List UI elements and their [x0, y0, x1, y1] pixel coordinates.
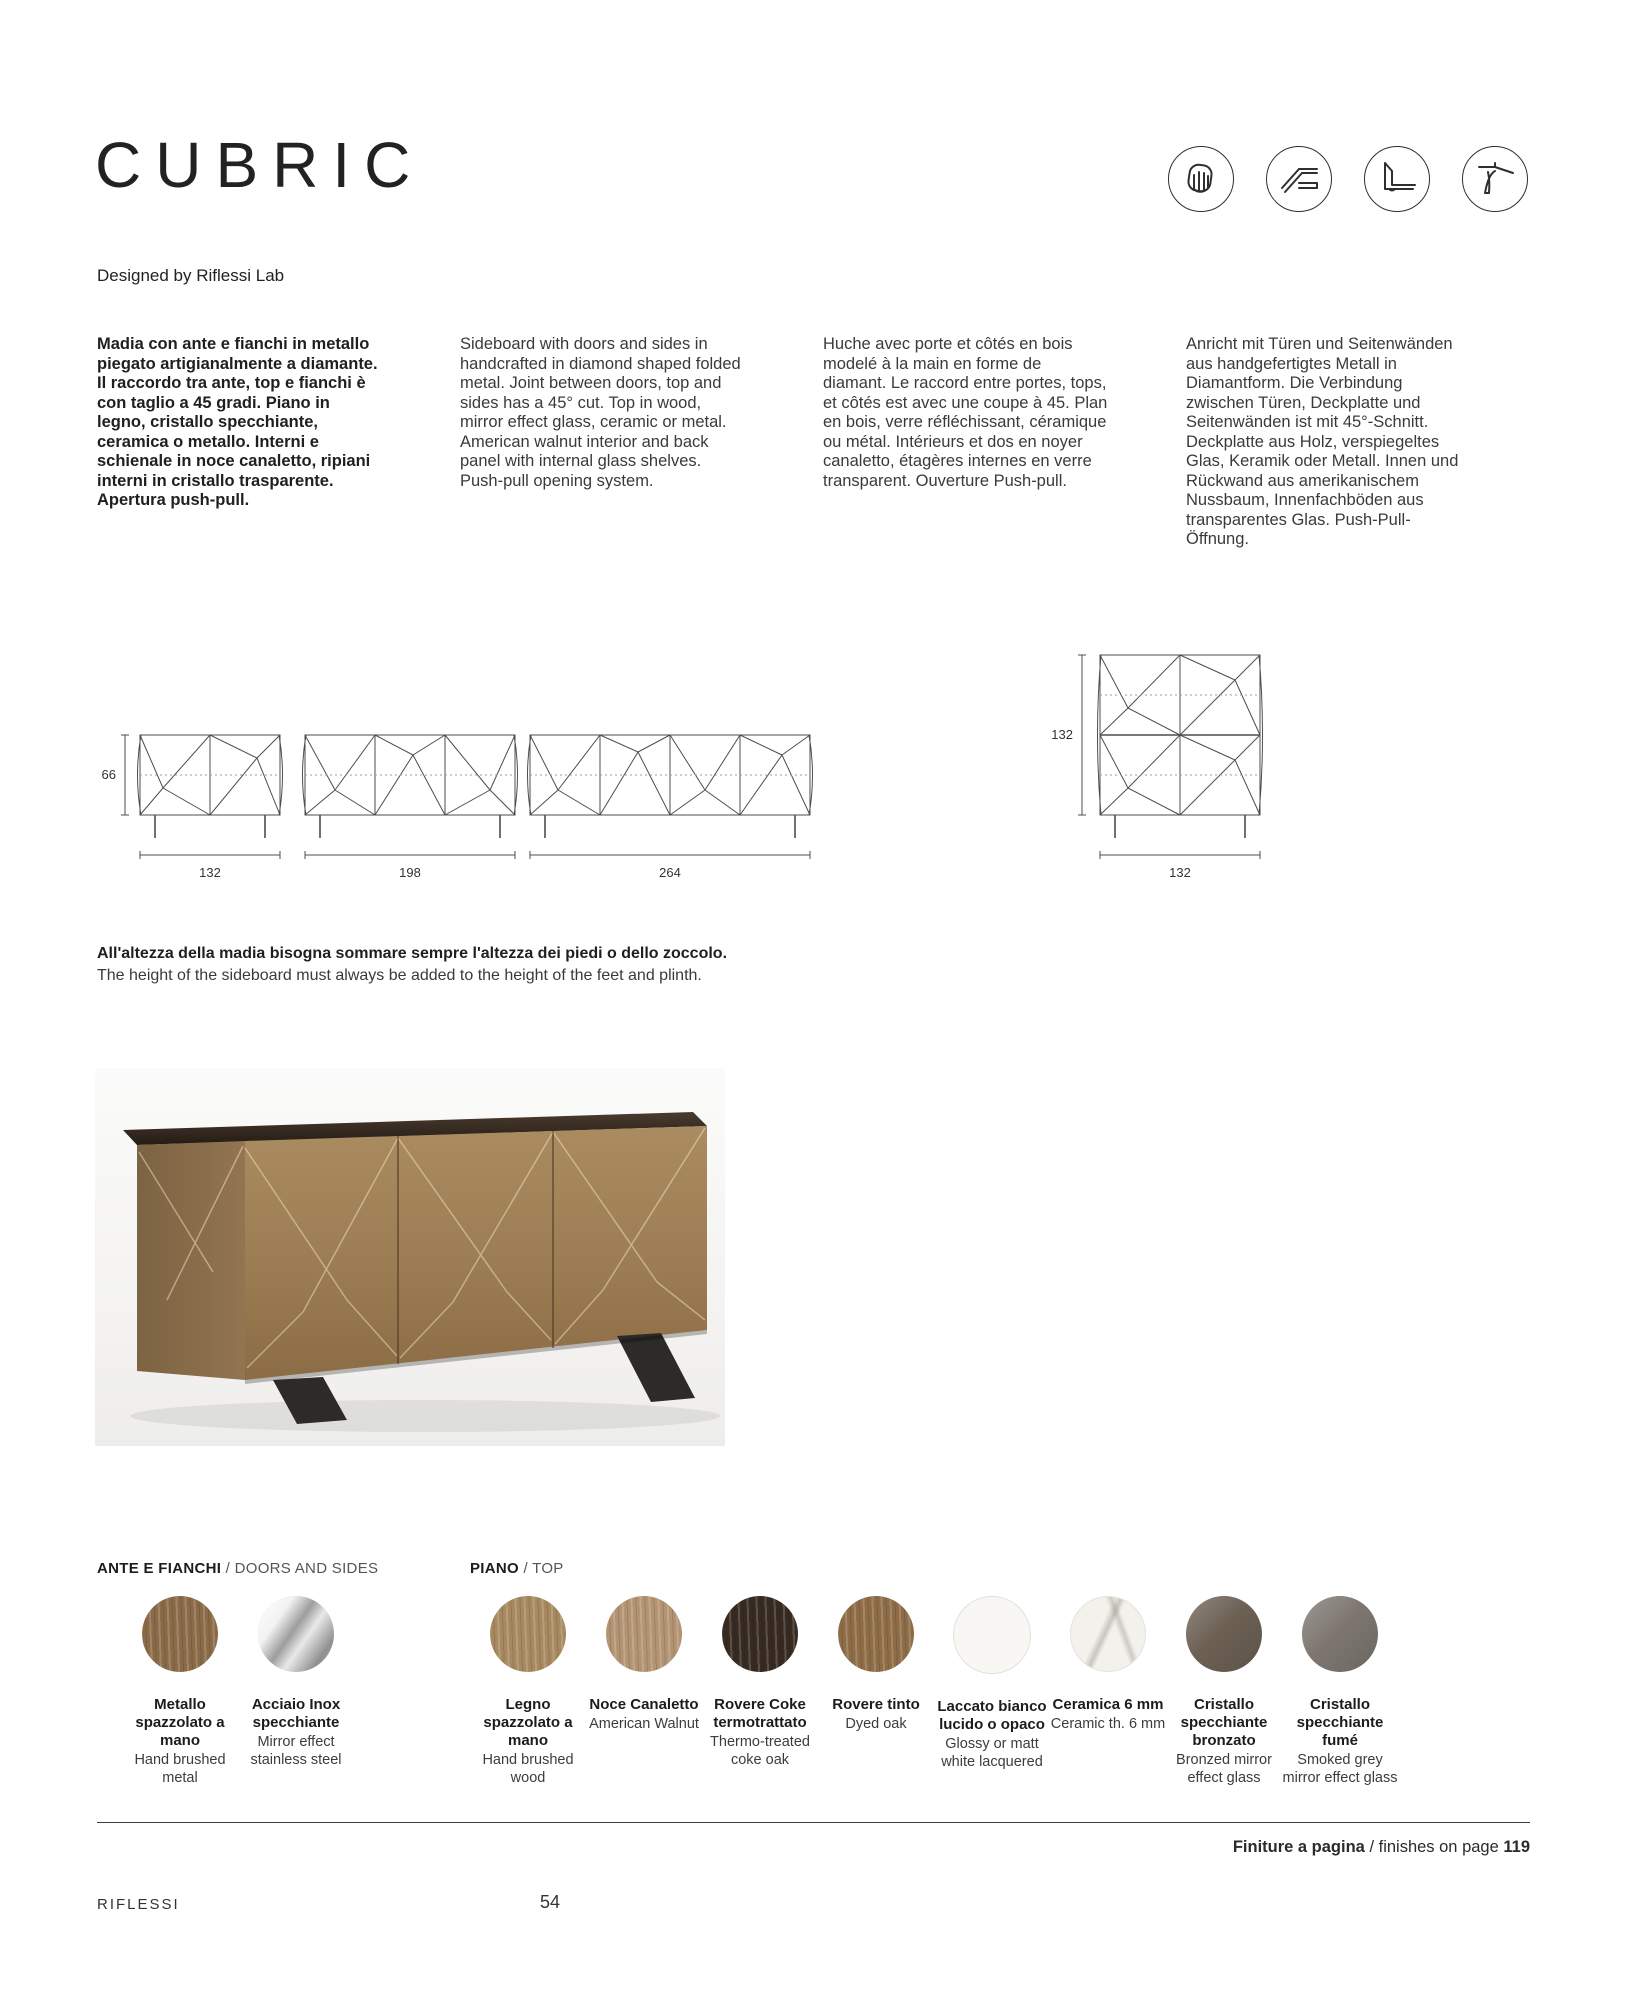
- description-italian: Madia con ante e fianchi in metallo piegato artigianalmente a diamante. Il raccordo tra ante, top e fianchi è con taglio a 45 gradi. Piano in legno, cristallo specchiante, ceramica o metallo. Interni e schienale in noce canaletto, ripiani interni in cristallo trasparente. Apertura push-pull.: [97, 335, 378, 509]
- doors-sides-header-english: / DOORS AND SIDES: [221, 1560, 379, 1577]
- finish-title: Noce Canaletto: [589, 1696, 699, 1713]
- finish-subtitle: Hand brushed metal: [134, 1752, 226, 1786]
- finish-swatch-noce-canaletto: [586, 1596, 702, 1787]
- finish-title: Legno spazzolato a mano: [483, 1696, 573, 1749]
- finish-subtitle: American Walnut: [589, 1716, 699, 1732]
- height-note: [97, 943, 727, 987]
- description-columns: [97, 335, 1537, 550]
- finish-color-dot: [142, 1596, 218, 1672]
- page-title: CUBRIC: [95, 129, 425, 201]
- finish-subtitle: Thermo-treated coke oak: [710, 1734, 810, 1768]
- drawing-sideboard-132: [95, 640, 290, 890]
- finish-color-dot: [1186, 1596, 1262, 1672]
- drawing-sideboard-264: [520, 640, 820, 890]
- finishes-divider: [97, 1822, 1530, 1823]
- height-note-english: The height of the sideboard must always be added to the height of the feet and plinth.: [97, 967, 702, 984]
- description-german: Anricht mit Türen und Seitenwänden aus handgefertigtes Metall in Diamantform. Die Verbindung zwischen Türen, Deckplatte und Seitenwänden ist mit 45°-Schnitt. Deckplatte aus Holz, verspiegeltes Glas, Keramik oder Metall. Innen und Rückwand aus amerikanischem Nussbaum, Innenfachböden aus transparentes Glas. Push-Pull-Öffnung.: [1186, 335, 1459, 548]
- finish-color-dot: [838, 1596, 914, 1672]
- finish-color-dot: [1302, 1596, 1378, 1672]
- finish-subtitle: Glossy or matt white lacquered: [941, 1736, 1043, 1770]
- finish-subtitle: Ceramic th. 6 mm: [1050, 1716, 1166, 1732]
- handcrafted-icon: [1168, 146, 1234, 212]
- top-swatches: [470, 1596, 1398, 1787]
- doors-sides-swatches: [122, 1596, 354, 1787]
- mitre-45-joint-icon: [1266, 146, 1332, 212]
- doors-sides-header: [97, 1560, 378, 1577]
- finish-subtitle: Smoked grey mirror effect glass: [1282, 1752, 1398, 1786]
- top-header: [470, 1560, 564, 1577]
- dim-width: 132: [199, 865, 221, 880]
- finish-title: Rovere Coke termotrattato: [713, 1696, 807, 1731]
- finish-swatch-cristallo-fume: [1282, 1596, 1398, 1787]
- finish-swatch-legno-spazzolato: [470, 1596, 586, 1787]
- finish-swatch-metallo-spazzolato: [122, 1596, 238, 1787]
- doors-sides-header-italian: ANTE E FIANCHI: [97, 1560, 222, 1577]
- finish-swatch-ceramica: [1050, 1596, 1166, 1787]
- dim-width: 132: [1169, 865, 1191, 880]
- finish-color-dot: [490, 1596, 566, 1672]
- top-header-english: / TOP: [519, 1560, 564, 1577]
- finishes-page-note: [1233, 1838, 1530, 1857]
- product-photo: [95, 1068, 725, 1446]
- finish-color-dot: [722, 1596, 798, 1672]
- finish-subtitle: Dyed oak: [845, 1716, 907, 1732]
- finish-title: Laccato bianco lucido o opaco: [937, 1698, 1047, 1733]
- top-header-italian: PIANO: [470, 1560, 520, 1577]
- page-number: 54: [540, 1892, 561, 1912]
- finish-swatch-laccato-bianco: [934, 1596, 1050, 1787]
- dim-width: 198: [399, 865, 421, 880]
- dim-height: 66: [101, 767, 116, 782]
- finish-title: Acciaio Inox specchiante: [251, 1696, 341, 1731]
- finishes-note-italian: Finiture a pagina: [1232, 1838, 1370, 1856]
- finish-subtitle: Hand brushed wood: [482, 1752, 574, 1786]
- drawing-sideboard-198: [295, 640, 525, 890]
- finish-swatch-rovere-coke: [702, 1596, 818, 1787]
- finish-color-dot: [1070, 1596, 1146, 1672]
- finish-subtitle: Mirror effect stainless steel: [250, 1734, 342, 1768]
- metal-foot-icon: [1462, 146, 1528, 212]
- height-note-italian: All'altezza della madia bisogna sommare sempre l'altezza dei piedi o dello zoccolo.: [97, 945, 728, 962]
- finish-color-dot: [953, 1596, 1031, 1674]
- finishes-note-page-number: 119: [1503, 1838, 1530, 1856]
- brand-footer: RIFLESSI: [97, 1896, 180, 1913]
- drawing-highboard-132: [1030, 640, 1265, 890]
- designer-credit: Designed by Riflessi Lab: [97, 266, 285, 285]
- feature-icons: [1168, 146, 1528, 212]
- dim-height: 132: [1051, 727, 1073, 742]
- finish-swatch-cristallo-bronzato: [1166, 1596, 1282, 1787]
- finish-swatch-acciaio-inox: [238, 1596, 354, 1787]
- description-english: Sideboard with doors and sides in handcrafted in diamond shaped folded metal. Joint between doors, top and sides has a 45° cut. Top in wood, mirror effect glass, ceramic or metal. American walnut interior and back panel with internal glass shelves. Push-pull opening system.: [460, 335, 741, 490]
- finishes-note-english: / finishes on page: [1369, 1838, 1504, 1856]
- dim-width: 264: [659, 865, 681, 880]
- description-french: Huche avec porte et côtés en bois modelé à la main en forme de diamant. Le raccord entre portes, tops, et côtés est avec une coupe à 45. Plan en bois, verre réfléchissant, céramique ou métal. Intérieurs et dos en noyer canaletto, étagères internes en verre transparent. Ouverture Push-pull.: [823, 335, 1108, 490]
- finish-title: Cristallo specchiante fumé: [1296, 1696, 1384, 1749]
- finish-title: Ceramica 6 mm: [1052, 1696, 1164, 1713]
- finish-subtitle: Bronzed mirror effect glass: [1176, 1752, 1272, 1786]
- finish-title: Rovere tinto: [832, 1696, 920, 1713]
- finish-title: Cristallo specchiante bronzato: [1180, 1696, 1268, 1749]
- finish-color-dot: [606, 1596, 682, 1672]
- finish-swatch-rovere-tinto: [818, 1596, 934, 1787]
- corner-edge-icon: [1364, 146, 1430, 212]
- finish-title: Metallo spazzolato a mano: [135, 1696, 225, 1749]
- finish-color-dot: [258, 1596, 334, 1672]
